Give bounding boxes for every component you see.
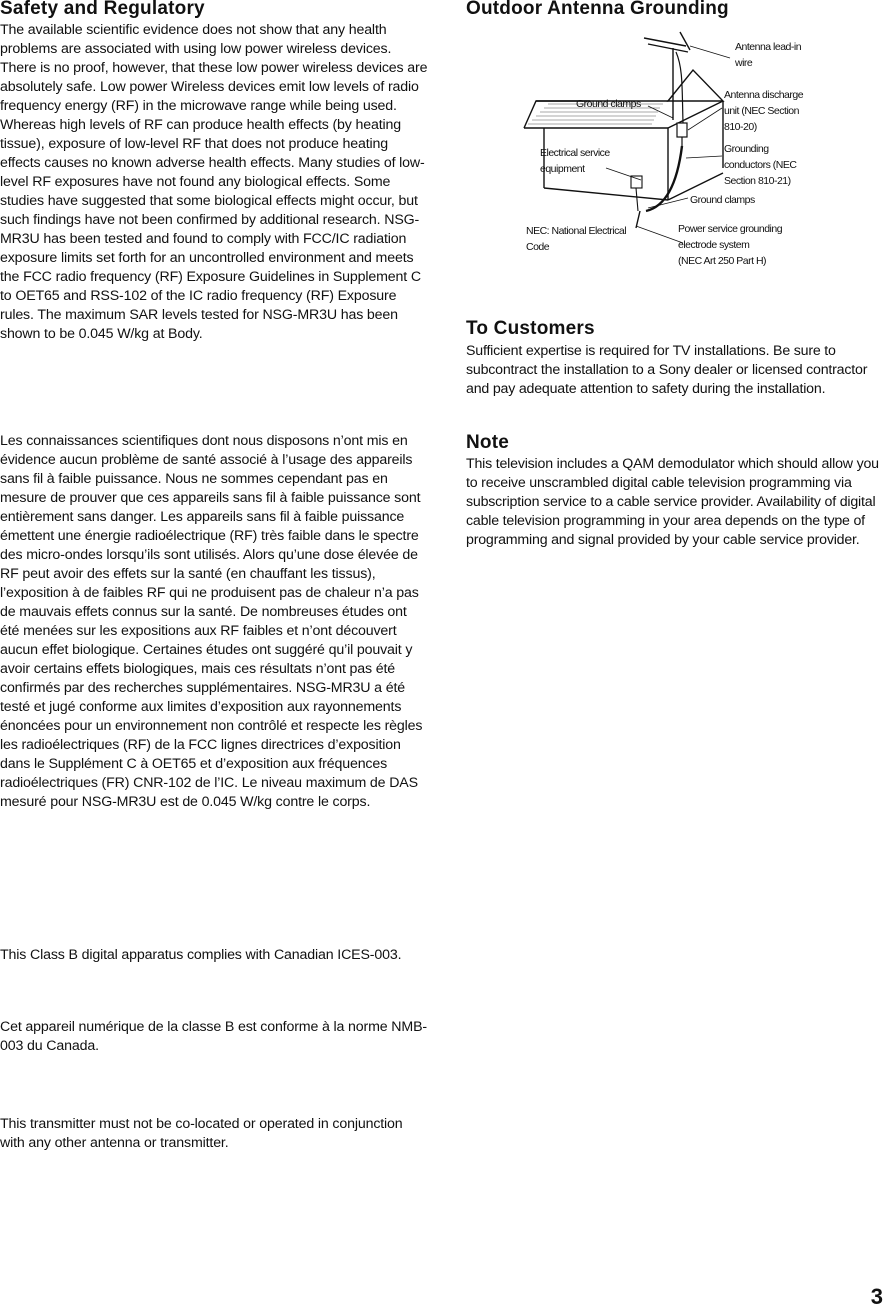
safety-french-paragraph: Les connaissances scientifiques dont nous disposons n’ont mis en évidence aucun problème de santé associé à l’usage des appareils sans fil à faible puissance. Nous ne sommes cependant pas en mesure de prouver que ces appareils sans fil à faible puissance sont entièrement sans danger. Les appareils sans fil à faible puissance émettent une énergie radioélectrique (RF) très faible dans le spectre des micro-ondes lorsqu’ils sont utilisés. Alors qu’une dose élevée de RF peut avoir des effets sur la santé (en chauffant les tissus), l’exposition à de faibles RF qui ne produisent pas de chaleur n’a pas de mauvais effets connus sur la santé. De nombreuses études ont été menées sur les expositions aux RF faibles et n’ont découvert aucun effet biologique. Certaines études ont suggéré qu’il pouvait y avoir certains effets biologiques, mais ces résultats n’ont pas été confirmés par des recherches supplémentaires. NSG-MR3U a été testé et jugé conforme aux limites d’exposition aux rayonnements énoncées pour un environnement non contrôlé et respecte les règles les radioélectriques (RF) de la FCC lignes directrices d’exposition dans le Supplément C à OET65 et d’exposition aux fréquences radioélectriques (FR) CNR-102 de l’IC. Le niveau maximum de DAS mesuré pour NSG-MR3U est de 0.045 W/kg contre le corps. [0, 433, 423, 810]
transmitter-notice: This transmitter must not be co-located or operated in conjunction with any other antenna or transmitter. [0, 1116, 403, 1151]
note-paragraph: This television includes a QAM demodulator which should allow you to receive unscrambled digital cable television programming via subscription service to a cable service provider. Availability of digital cable television programming in your area depends on the type of programming and signal provided by your cable service provider. [466, 456, 879, 548]
ground-rod [636, 211, 640, 228]
label-electrical-service: Electrical service equipment [540, 147, 610, 175]
label-power-service: Power service grounding electrode system (NEC Art 250 Part H) [678, 223, 783, 267]
safety-english-paragraph: The available scientific evidence does not show that any health problems are associated with using low power wireless devices. There is no proof, however, that these low power wireless devices are absolutely safe. Low power Wireless devices emit low levels of radio frequency energy (RF) in the microwave range while being used. Whereas high levels of RF can produce health effects (by heating tissue), exposure of low-level RF that does not produce heating effects causes no known adverse health effects. Many studies of low-level RF exposures have not found any biological effects. Some studies have suggested that some biological effects might occur, but such findings have not been confirmed by additional research. NSG-MR3U has been tested and found to comply with FCC/IC radiation exposure limits set forth for an uncontrolled environment and meets the FCC radio frequency (RF) Exposure Guidelines in Supplement C to OET65 and RSS-102 of the IC radio frequency (RF) Exposure rules. The maximum SAR levels tested for NSG-MR3U has been shown to be 0.045 W/kg at Body. [0, 22, 428, 342]
label-ground-clamps-bottom: Ground clamps [690, 194, 755, 206]
safety-regulatory-heading: Safety and Regulatory [0, 0, 205, 19]
discharge-unit [677, 123, 687, 148]
note-heading: Note [466, 432, 510, 453]
antenna-grounding-diagram [518, 28, 888, 278]
antenna-grounding-heading: Outdoor Antenna Grounding [466, 0, 729, 19]
label-antenna-lead-in: Antenna lead-in wire [735, 41, 802, 69]
to-customers-paragraph: Sufficient expertise is required for TV installations. Be sure to subcontract the installation to a Sony dealer or licensed contractor and pay adequate attention to safety during the installation. [466, 343, 868, 397]
label-grounding-conductors: Grounding conductors (NEC Section 810-21) [724, 143, 797, 187]
label-nec: NEC: National Electrical Code [526, 225, 627, 253]
electrical-service-box [631, 176, 642, 211]
to-customers-heading: To Customers [466, 318, 595, 339]
label-ground-clamps-top: Ground clamps [576, 98, 641, 110]
canada-compliance-english: This Class B digital apparatus complies with Canadian ICES-003. [0, 947, 402, 963]
label-antenna-discharge: Antenna discharge unit (NEC Section 810-20) [724, 89, 804, 133]
house-outline [524, 70, 723, 200]
page-number: 3 [870, 1284, 883, 1309]
canada-compliance-french: Cet appareil numérique de la classe B est conforme à la norme NMB-003 du Canada. [0, 1019, 427, 1054]
